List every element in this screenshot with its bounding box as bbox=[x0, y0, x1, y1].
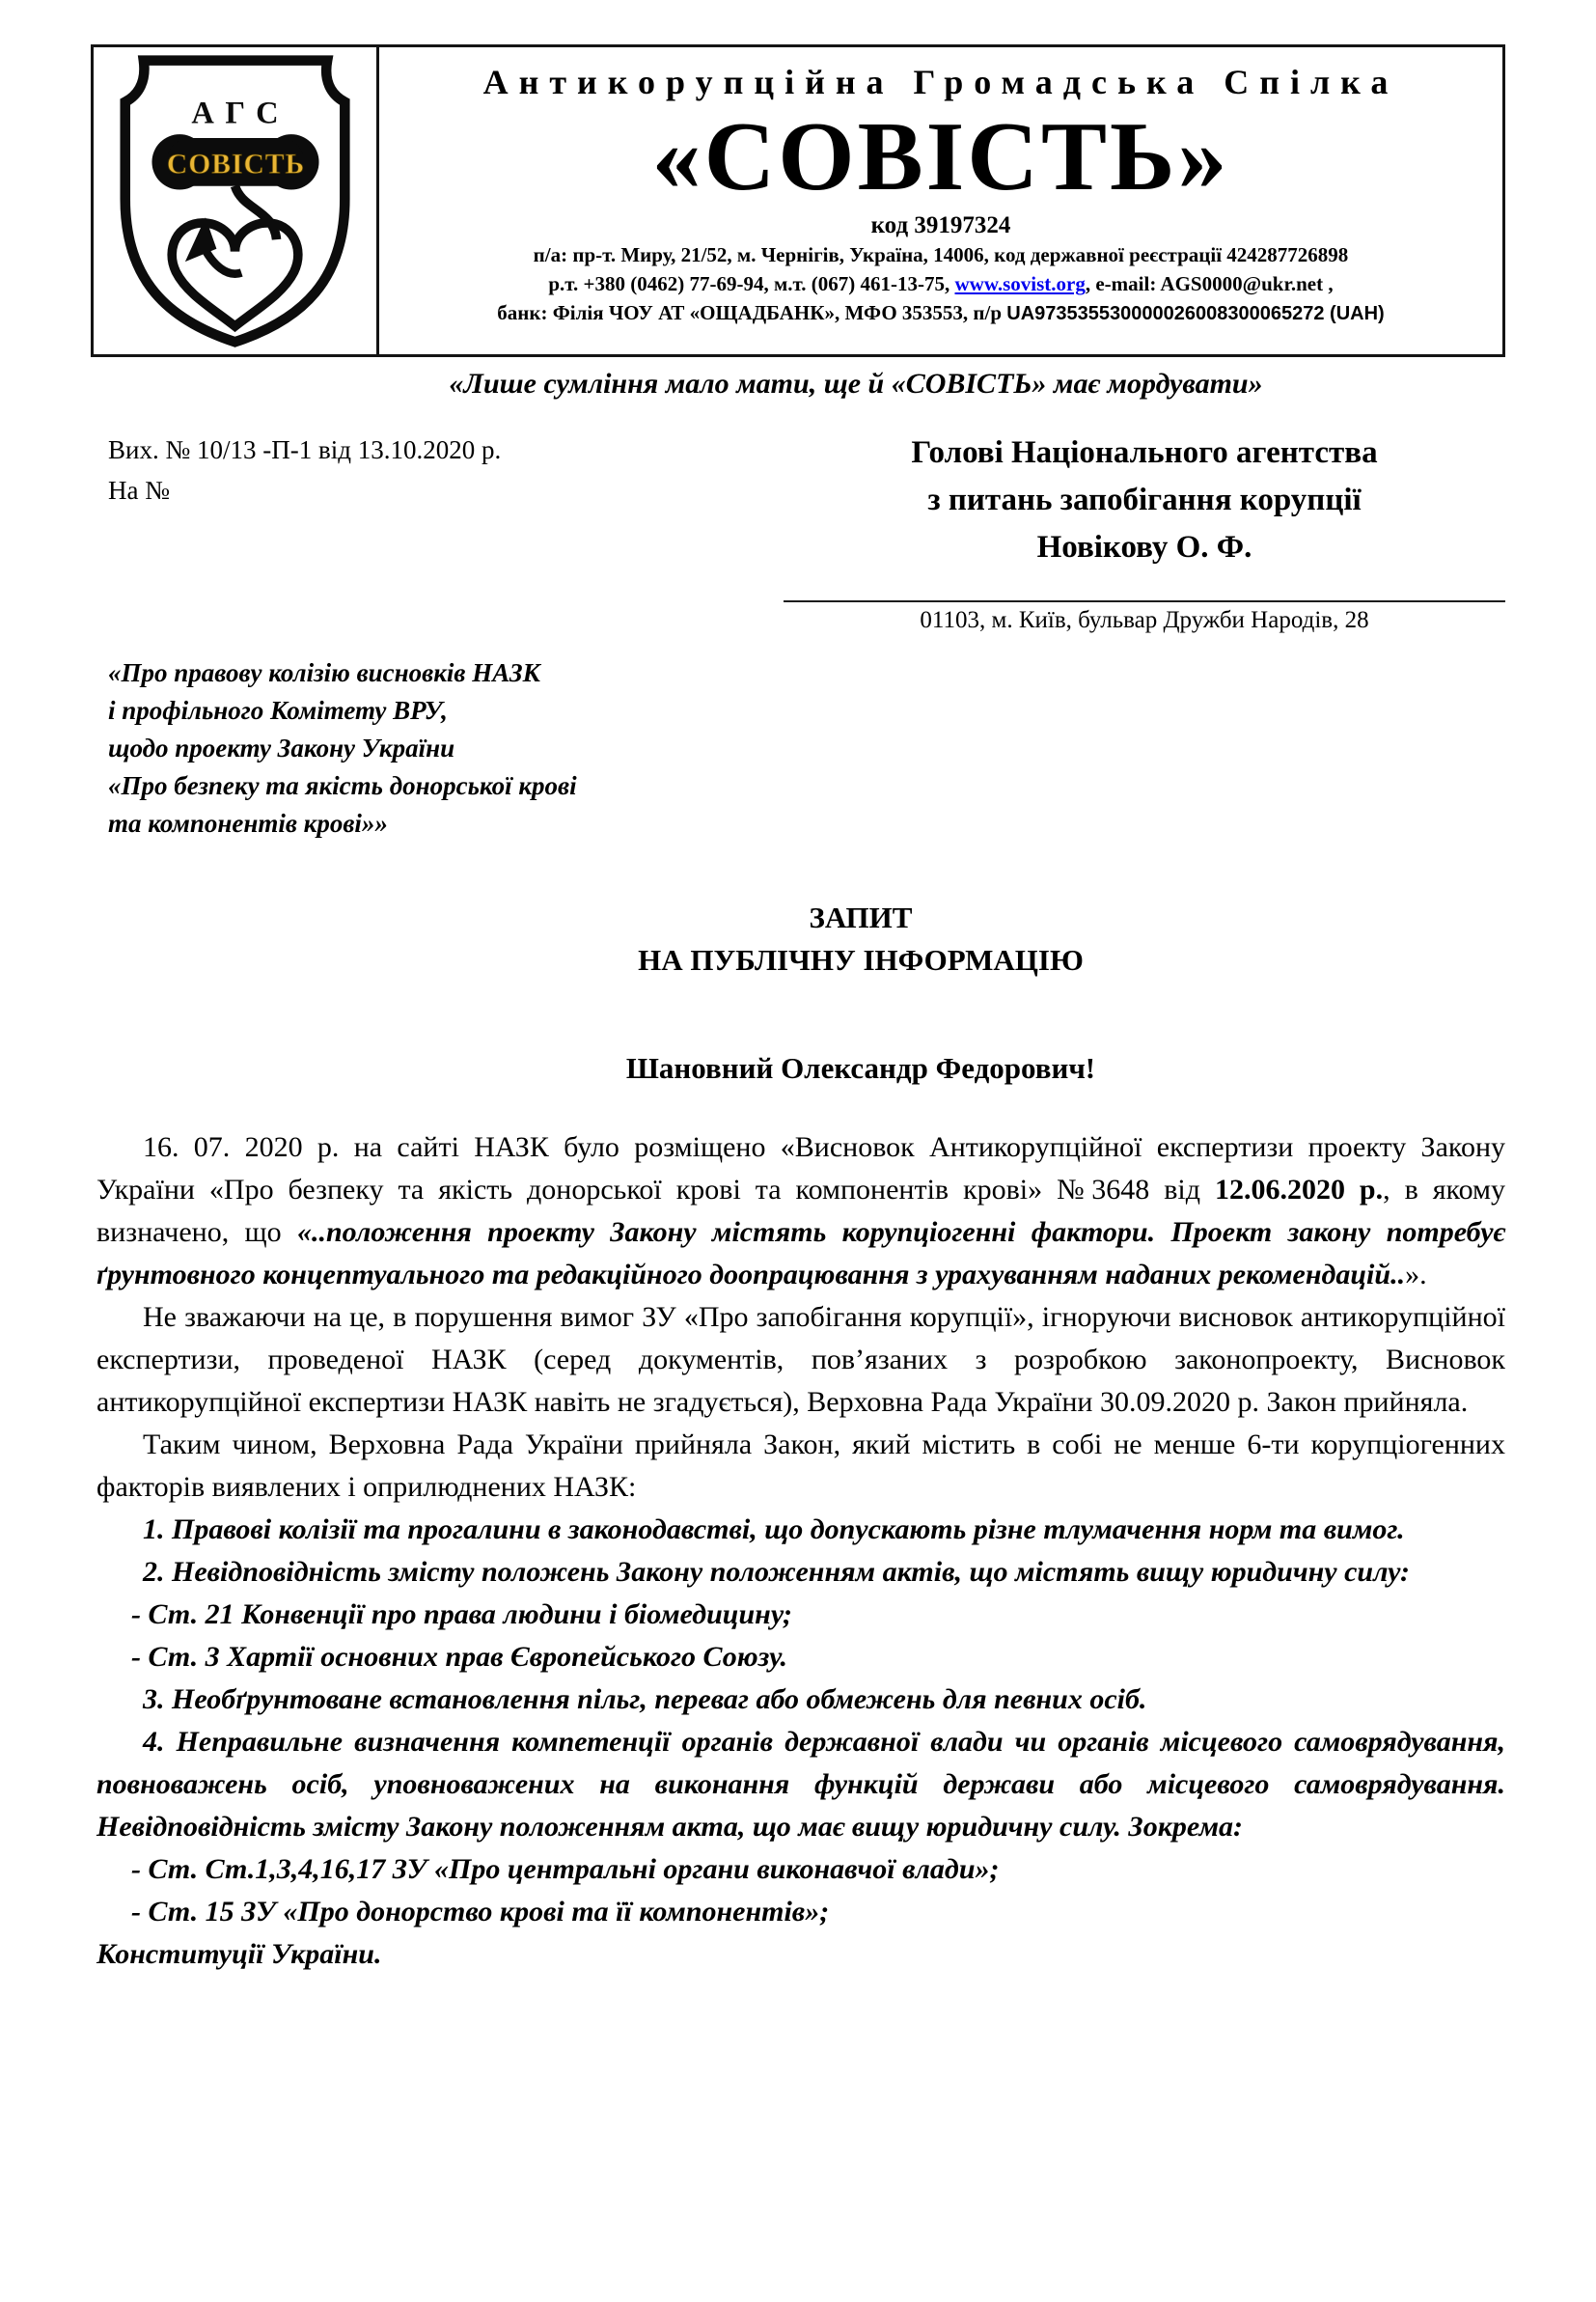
subject-line: «Про безпеку та якість донорської крові bbox=[108, 771, 577, 800]
document-title-line1: ЗАПИТ bbox=[809, 901, 913, 934]
email-text: , e-mail: AGS0000@ukr.net , bbox=[1085, 272, 1334, 295]
letterhead bbox=[91, 44, 1505, 357]
factor-item-4-sub-3: Конституції України. bbox=[96, 1938, 382, 1970]
document-title bbox=[0, 897, 1596, 982]
reference-block bbox=[108, 430, 501, 639]
logo-acronym-text: АГС bbox=[190, 96, 289, 131]
factor-item-4-sub-1: - Ст. Ст.1,3,4,16,17 ЗУ «Про центральні органи виконавчої влади»; bbox=[131, 1853, 1000, 1885]
factor-item-2-sub-2: - Ст. 3 Хартії основних прав Європейського Союзу. bbox=[131, 1641, 788, 1673]
letter-body bbox=[96, 1126, 1505, 1976]
outgoing-number: Вих. № 10/13 -П-1 від 13.10.2020 р. bbox=[108, 435, 502, 464]
bank-line bbox=[387, 298, 1495, 328]
factor-item-3: 3. Необґрунтоване встановлення пільг, переваг або обмежень для певних осіб. bbox=[143, 1683, 1147, 1715]
bank-account-number: UA973535530000026008300065272 (UAH) bbox=[1006, 303, 1385, 324]
org-code: код 39197324 bbox=[870, 212, 1011, 238]
website-link[interactable]: www.sovist.org bbox=[954, 272, 1086, 295]
letterhead-info bbox=[379, 47, 1502, 354]
paragraph-expertise bbox=[96, 1126, 1505, 1296]
organization-name: «СОВІСТЬ» bbox=[651, 102, 1230, 211]
organization-logo bbox=[107, 53, 364, 348]
subject-line: щодо проекту Закону України bbox=[108, 734, 455, 763]
subject-line: і профільного Комітету ВРУ, bbox=[108, 696, 448, 725]
factor-item-4: 4. Неправильне визначення компетенції органів державної влади чи органів місцевого самоврядування, повноважень осіб, уповноважених на виконання функцій держави або місцевого самоврядування. Невідповідність змісту Закону положенням акта, що має вищу юридичну силу. Зокрема: bbox=[96, 1726, 1505, 1843]
factor-item-4-sub-2: - Ст. 15 ЗУ «Про донорство крові та її компонентів»; bbox=[131, 1896, 830, 1928]
paragraph-text: ». bbox=[1405, 1259, 1427, 1290]
paragraph-text: , в якому визначено, що bbox=[96, 1174, 1506, 1248]
paragraph-conclusion: Таким чином, Верховна Рада України прийняла Закон, який містить в собі не менше 6-ти корупціогенних факторів виявлених і оприлюднених НАЗК: bbox=[96, 1428, 1505, 1503]
addressee-line: з питань запобігання корупції bbox=[927, 483, 1362, 517]
addressee-line: Голові Національного агентства bbox=[911, 435, 1378, 470]
document-page bbox=[0, 44, 1596, 2302]
logo-cell bbox=[94, 47, 379, 354]
logo-banner-text: СОВІСТЬ bbox=[166, 149, 305, 180]
factor-item-2: 2. Невідповідність змісту положень Закону положенням актів, що містять вищу юридичну силу: bbox=[143, 1556, 1410, 1588]
expertise-quote: «..положення проекту Закону містять корупціогенні фактори. Проект закону потребує ґрунтовного концептуального та редакційного доопрацювання з урахуванням наданих рекомендацій.. bbox=[96, 1216, 1505, 1290]
organization-type: Антикорупційна Громадська Спілка bbox=[482, 63, 1399, 101]
organization-motto: «Лише сумління мало мати, ще й «СОВІСТЬ» має мордувати» bbox=[449, 368, 1263, 400]
subject-line: «Про правову колізію висновків НАЗК bbox=[108, 658, 540, 687]
addressee-block bbox=[784, 430, 1505, 639]
subject-line: та компонентів крові»» bbox=[108, 809, 388, 838]
factor-item-1: 1. Правові колізії та прогалини в законодавстві, що допускають різне тлумачення норм та вимог. bbox=[143, 1513, 1405, 1545]
bank-details: банк: Філія ЧОУ АТ «ОЩАДБАНК», МФО 353553, п/р bbox=[497, 301, 1007, 324]
reference-addressee-row bbox=[108, 430, 1505, 639]
expertise-date: 12.06.2020 р. bbox=[1214, 1174, 1384, 1206]
incoming-number: На № bbox=[108, 476, 170, 505]
contact-phone-line bbox=[387, 269, 1495, 298]
addressee-line: Новікову О. Ф. bbox=[1036, 530, 1252, 565]
paragraph-text: 16. 07. 2020 р. на сайті НАЗК було розміщено «Висновок Антикорупційної експертизи проекту Закону України «Про безпеку та якість донорської крові та компонентів крові» №3648 від bbox=[96, 1131, 1505, 1206]
addressee-address: 01103, м. Київ, бульвар Дружби Народів, 28 bbox=[920, 607, 1369, 633]
phone-numbers: р.т. +380 (0462) 77-69-94, м.т. (067) 461-13-75, bbox=[548, 272, 955, 295]
contact-address-line: п/а: пр-т. Миру, 21/52, м. Чернігів, Україна, 14006, код державної реєстрації 424287726898 bbox=[533, 243, 1349, 266]
factor-item-2-sub-1: - Ст. 21 Конвенції про права людини і біомедицину; bbox=[131, 1598, 792, 1630]
document-title-line2: НА ПУБЛІЧНУ ІНФОРМАЦІЮ bbox=[638, 943, 1084, 977]
subject-block bbox=[108, 654, 1596, 843]
salutation: Шановний Олександр Федорович! bbox=[625, 1051, 1096, 1085]
paragraph-violation: Не зважаючи на це, в порушення вимог ЗУ «Про запобігання корупції», ігноруючи висновок антикорупційної експертизи, проведеної НАЗК (серед документів, пов’язаних з розробкою законопроекту, Висновок антикорупційної експертизи НАЗК навіть не згадується), Верховна Рада України 30.09.2020 р. Закон прийняла. bbox=[96, 1301, 1505, 1418]
